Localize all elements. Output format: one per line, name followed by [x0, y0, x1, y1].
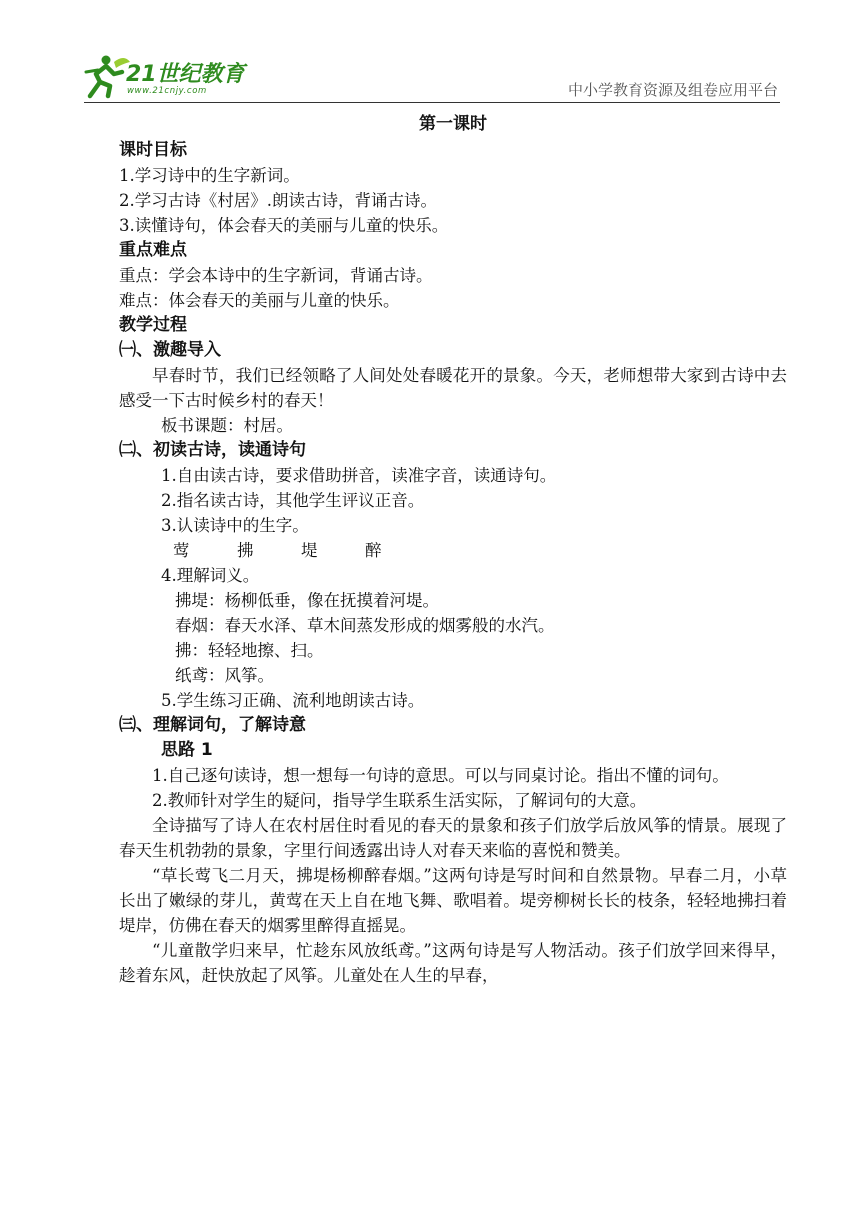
idea-heading: 思路 1 [161, 740, 213, 760]
word-definition: 拂：轻轻地擦、扫。 [175, 641, 324, 660]
paragraph: 全诗描写了诗人在农村居住时看见的春天的景象和孩子们放学后放风筝的情景。展现了春天生机勃勃的景象，字里行间透露出诗人对春天来临的喜悦和赞美。 [119, 816, 787, 860]
new-character: 莺 [173, 541, 190, 560]
word-definition: 纸鸢：风筝。 [175, 666, 274, 685]
paragraph: “草长莺飞二月天，拂堤杨柳醉春烟。”这两句诗是写时间和自然景物。早春二月，小草长出了嫩绿的芽儿，黄莺在天上自在地飞舞、歌唱着。堤旁柳树长长的枝条，轻轻地拂扫着堤岸，仿佛在春天的烟雾里醉得直摇晃。 [119, 866, 787, 935]
section-heading: ㈢、理解词句，了解诗意 [119, 715, 306, 735]
goal-item: 1.学习诗中的生字新词。 [119, 166, 300, 185]
reading-step: 4.理解词义。 [161, 566, 260, 585]
header-divider [84, 102, 780, 103]
reading-step: 2.指名读古诗，其他学生评议正音。 [161, 491, 425, 510]
key-point: 重点：学会本诗中的生字新词，背诵古诗。 [119, 266, 433, 285]
section-heading: ㈡、初读古诗，读通诗句 [119, 440, 306, 460]
reading-step: 3.认读诗中的生字。 [161, 516, 309, 535]
reading-step: 5.学生练习正确、流利地朗读古诗。 [161, 691, 425, 710]
section-heading: ㈠、激趣导入 [119, 340, 221, 360]
word-definition: 春烟：春天水泽、草木间蒸发形成的烟雾般的水汽。 [175, 616, 555, 635]
paragraph: 1.自己逐句读诗，想一想每一句诗的意思。可以与同桌讨论。指出不懂的词句。 [152, 766, 729, 785]
reading-step: 1.自由读古诗，要求借助拼音，读准字音，读通诗句。 [161, 466, 557, 485]
document-body [119, 111, 787, 988]
board-title: 板书课题：村居。 [161, 416, 293, 435]
goal-item: 2.学习古诗《村居》.朗读古诗，背诵古诗。 [119, 191, 437, 210]
new-character: 拂 [237, 541, 254, 560]
goals-heading: 课时目标 [119, 140, 187, 160]
paragraph: 2.教师针对学生的疑问，指导学生联系生活实际，了解词句的大意。 [152, 791, 647, 810]
goal-item: 3.读懂诗句，体会春天的美丽与儿童的快乐。 [119, 216, 449, 235]
new-character: 醉 [365, 541, 382, 560]
lesson-title: 第一课时 [419, 114, 487, 134]
new-character: 堤 [301, 541, 318, 560]
process-heading: 教学过程 [119, 315, 187, 335]
page-header [0, 0, 860, 110]
logo-url: www.21cnjy.com [127, 86, 207, 96]
word-definition: 拂堤：杨柳低垂，像在抚摸着河堤。 [175, 591, 439, 610]
key-heading: 重点难点 [119, 240, 187, 260]
difficulty-point: 难点：体会春天的美丽与儿童的快乐。 [119, 291, 400, 310]
logo-text: 21世纪教育 [126, 62, 245, 87]
platform-name: 中小学教育资源及组卷应用平台 [567, 81, 778, 99]
intro-paragraph: 早春时节，我们已经领略了人间处处春暖花开的景象。今天，老师想带大家到古诗中去感受一下古时候乡村的春天！ [119, 366, 787, 410]
new-characters [119, 538, 787, 563]
paragraph: “儿童散学归来早，忙趁东风放纸鸢。”这两句诗是写人物活动。孩子们放学回来得早，趁着东风，赶快放起了风筝。儿童处在人生的早春， [119, 941, 787, 985]
